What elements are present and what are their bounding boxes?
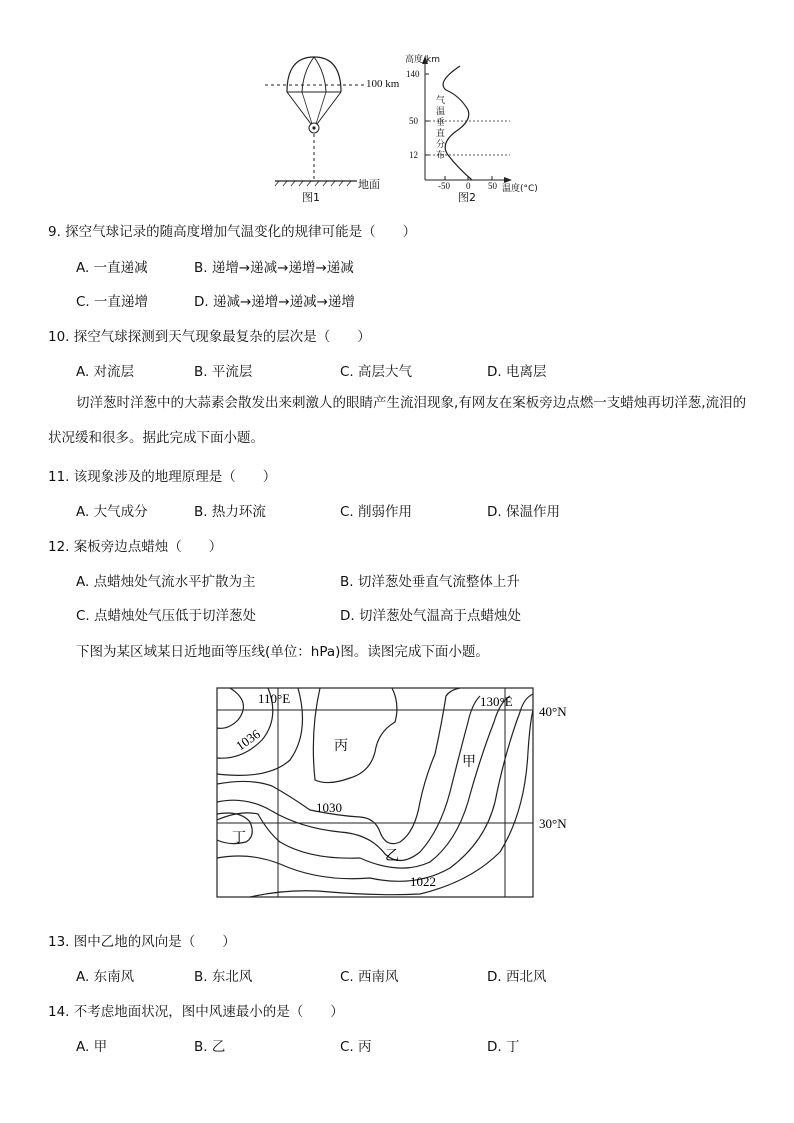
curve-char: 垂 bbox=[436, 118, 446, 128]
figure-2-temperature-profile bbox=[400, 52, 545, 202]
q14-option-c[interactable]: C. 丙 bbox=[340, 1039, 372, 1055]
q10-option-b[interactable]: B. 平流层 bbox=[194, 364, 253, 380]
curve-char: 气 bbox=[436, 96, 446, 106]
place-jia: 甲 bbox=[462, 754, 476, 770]
isobar-1030-label: 1030 bbox=[316, 800, 342, 815]
q10-option-d[interactable]: D. 电离层 bbox=[487, 364, 547, 380]
q13-option-c[interactable]: C. 西南风 bbox=[340, 969, 399, 985]
question-9-stem: 9. 探空气球记录的随高度增加气温变化的规律可能是（ ） bbox=[48, 224, 417, 240]
ground-label: 地面 bbox=[358, 178, 380, 191]
lon-110e-label: 110°E bbox=[258, 691, 291, 706]
q11-option-a[interactable]: A. 大气成分 bbox=[76, 504, 148, 520]
lon-130e-label: 130°E bbox=[480, 694, 513, 709]
q9-option-b[interactable]: B. 递增→递减→递增→递减 bbox=[194, 260, 354, 276]
fig2-ylabel: 高度/km bbox=[405, 55, 441, 65]
fig2-xtick-minus50: -50 bbox=[438, 181, 450, 191]
question-14-stem: 14. 不考虑地面状况，图中风速最小的是（ ） bbox=[48, 1004, 344, 1020]
curve-char: 分 bbox=[436, 140, 446, 150]
figure-2-caption: 图2 bbox=[458, 191, 476, 204]
isobar-1022-label: 1022 bbox=[410, 874, 436, 889]
curve-char: 布 bbox=[436, 151, 446, 161]
q9-option-a[interactable]: A. 一直递减 bbox=[76, 260, 148, 276]
curve-char: 直 bbox=[436, 129, 446, 139]
fig2-xtick-50: 50 bbox=[488, 181, 497, 191]
lat-30n-label: 30°N bbox=[539, 816, 567, 831]
figure-1-balloon bbox=[265, 52, 415, 192]
q12-option-d[interactable]: D. 切洋葱处气温高于点蜡烛处 bbox=[340, 608, 521, 624]
figure-1-caption: 图1 bbox=[302, 191, 320, 204]
q12-option-b[interactable]: B. 切洋葱处垂直气流整体上升 bbox=[340, 574, 520, 590]
q9-option-c[interactable]: C. 一直递增 bbox=[76, 294, 149, 310]
fig2-ytick-140: 140 bbox=[406, 69, 420, 79]
question-13-stem: 13. 图中乙地的风向是（ ） bbox=[48, 934, 236, 950]
question-10-stem: 10. 探空气球探测到天气现象最复杂的层次是（ ） bbox=[48, 329, 371, 345]
place-ding: 丁 bbox=[232, 830, 246, 846]
q13-option-d[interactable]: D. 西北风 bbox=[487, 969, 547, 985]
fig2-xtick-0: 0 bbox=[466, 181, 471, 191]
q11-option-d[interactable]: D. 保温作用 bbox=[487, 504, 560, 520]
fig2-curve-label bbox=[436, 96, 446, 162]
lat-40n-label: 40°N bbox=[539, 704, 567, 719]
place-bing: 丙 bbox=[334, 738, 348, 754]
q14-option-b[interactable]: B. 乙 bbox=[194, 1039, 226, 1055]
passage-onion: 切洋葱时洋葱中的大蒜素会散发出来刺激人的眼睛产生流泪现象,有网友在案板旁边点燃一支蜡烛再切洋葱,流泪的状况缓和很多。据此完成下面小题。 bbox=[48, 395, 747, 446]
isobar-1036-label: 1036 bbox=[232, 726, 263, 754]
altitude-label: 100 km bbox=[366, 78, 400, 90]
fig2-ytick-50: 50 bbox=[409, 116, 418, 126]
question-11-stem: 11. 该现象涉及的地理原理是（ ） bbox=[48, 469, 277, 485]
isobar-map bbox=[210, 682, 590, 904]
curve-char: 温 bbox=[436, 107, 446, 117]
q13-option-a[interactable]: A. 东南风 bbox=[76, 969, 135, 985]
fig2-ytick-12: 12 bbox=[409, 150, 418, 160]
q11-option-c[interactable]: C. 削弱作用 bbox=[340, 504, 413, 520]
q14-option-a[interactable]: A. 甲 bbox=[76, 1039, 108, 1055]
q9-option-d[interactable]: D. 递减→递增→递减→递增 bbox=[194, 294, 355, 310]
q10-option-c[interactable]: C. 高层大气 bbox=[340, 364, 413, 380]
q10-option-a[interactable]: A. 对流层 bbox=[76, 364, 135, 380]
passage-map: 下图为某区域某日近地面等压线(单位：hPa)图。读图完成下面小题。 bbox=[76, 644, 489, 660]
q13-option-b[interactable]: B. 东北风 bbox=[194, 969, 253, 985]
fig2-xlabel: 温度(°C) bbox=[502, 184, 538, 194]
q12-option-c[interactable]: C. 点蜡烛处气压低于切洋葱处 bbox=[76, 608, 257, 624]
q12-option-a[interactable]: A. 点蜡烛处气流水平扩散为主 bbox=[76, 574, 256, 590]
q11-option-b[interactable]: B. 热力环流 bbox=[194, 504, 266, 520]
q14-option-d[interactable]: D. 丁 bbox=[487, 1039, 520, 1055]
place-yi: 乙 bbox=[385, 848, 399, 864]
question-12-stem: 12. 案板旁边点蜡烛（ ） bbox=[48, 539, 223, 555]
